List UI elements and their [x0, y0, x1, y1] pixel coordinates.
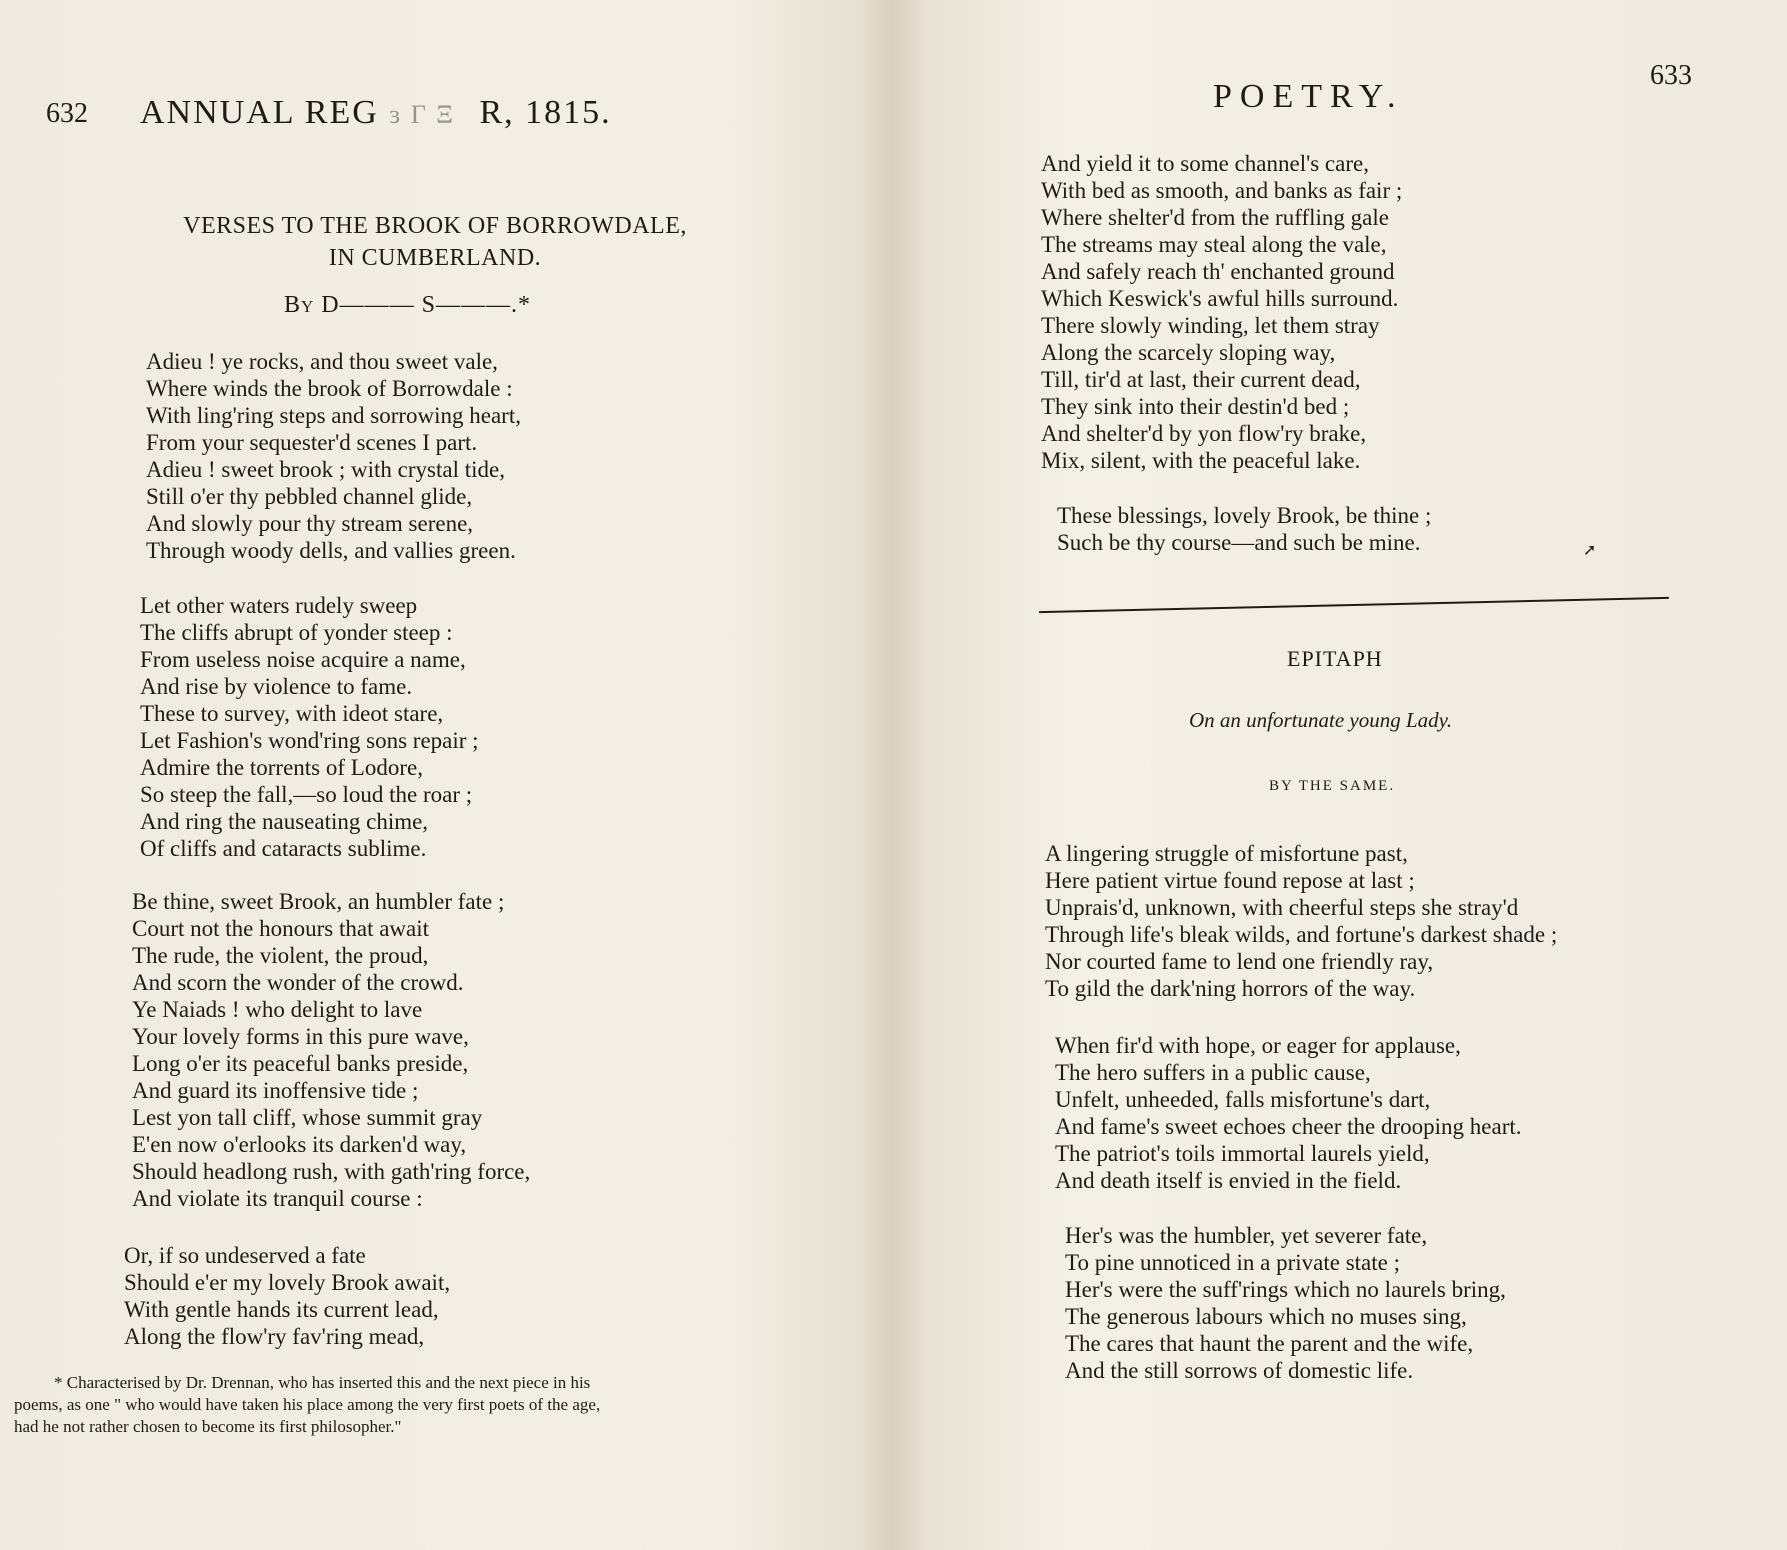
verse-line: And rise by violence to fame.: [140, 674, 413, 699]
section-rule: [1039, 597, 1669, 613]
verse-line: Along the scarcely sloping way,: [1041, 340, 1336, 365]
running-head-faded: ɜ Γ Ξ: [389, 100, 455, 129]
verse-line: With gentle hands its current lead,: [124, 1297, 439, 1322]
verse-line: From useless noise acquire a name,: [140, 647, 466, 672]
verse-line: Her's was the humbler, yet severer fate,: [1065, 1223, 1428, 1248]
footnote-line: * Characterised by Dr. Drennan, who has inserted this and the next piece in his: [54, 1373, 591, 1392]
right-page: [895, 0, 1787, 1550]
verse-line: And shelter'd by yon flow'ry brake,: [1041, 421, 1367, 446]
verse-line: Where shelter'd from the ruffling gale: [1041, 205, 1389, 230]
left-page-number: 632: [46, 98, 88, 129]
verse-line: Adieu ! ye rocks, and thou sweet vale,: [146, 349, 498, 374]
verse-line: Let Fashion's wond'ring sons repair ;: [140, 728, 479, 753]
right-running-head: POETRY.: [1213, 78, 1404, 115]
verse-line: The streams may steal along the vale,: [1041, 232, 1387, 257]
verse-line: Through life's bleak wilds, and fortune's darkest shade ;: [1045, 922, 1558, 947]
verse-line: The cares that haunt the parent and the wife,: [1065, 1331, 1474, 1356]
verse-line: Still o'er thy pebbled channel glide,: [146, 484, 473, 509]
verse-line: Admire the torrents of Lodore,: [140, 755, 423, 780]
verse-line: Adieu ! sweet brook ; with crystal tide,: [146, 457, 505, 482]
verse-line: The generous labours which no muses sing,: [1065, 1304, 1467, 1329]
verse-line: And scorn the wonder of the crowd.: [132, 970, 464, 995]
verse-line: Ye Naiads ! who delight to lave: [132, 997, 423, 1022]
verse-line: Along the flow'ry fav'ring mead,: [124, 1324, 425, 1349]
verse-line: Let other waters rudely sweep: [140, 593, 418, 618]
verse-line: And ring the nauseating chime,: [140, 809, 429, 834]
poem-title: [130, 210, 740, 274]
epitaph-stanza-1: [1045, 840, 1557, 1002]
footnote-line: poems, as one " who would have taken his place among the very first poets of the age,: [14, 1395, 601, 1414]
verse-line: The patriot's toils immortal laurels yield,: [1055, 1141, 1430, 1166]
verse-line: And slowly pour thy stream serene,: [146, 511, 474, 536]
verse-line: The cliffs abrupt of yonder steep :: [140, 620, 453, 645]
verse-line: Here patient virtue found repose at last ;: [1045, 868, 1415, 893]
verse-line: With bed as smooth, and banks as fair ;: [1041, 178, 1403, 203]
verse-line: And death itself is envied in the field.: [1055, 1168, 1402, 1193]
verse-line: And violate its tranquil course :: [132, 1186, 423, 1211]
footnote: [14, 1372, 600, 1438]
right-page-number: 633: [1650, 60, 1692, 91]
verse-line: And guard its inoffensive tide ;: [132, 1078, 419, 1103]
left-page: [0, 0, 880, 1550]
stanza-2: [140, 592, 479, 862]
epitaph-stanza-3: [1065, 1222, 1506, 1384]
verse-line: With ling'ring steps and sorrowing heart,: [146, 403, 521, 428]
verse-line: Be thine, sweet Brook, an humbler fate ;: [132, 889, 505, 914]
verse-line: Till, tir'd at last, their current dead,: [1041, 367, 1361, 392]
verse-line: Unprais'd, unknown, with cheerful steps she stray'd: [1045, 895, 1519, 920]
verse-line: Long o'er its peaceful banks preside,: [132, 1051, 469, 1076]
verse-line: Should e'er my lovely Brook await,: [124, 1270, 451, 1295]
epitaph-title: EPITAPH: [1287, 646, 1383, 671]
verse-line: Should headlong rush, with gath'ring force,: [132, 1159, 531, 1184]
verse-line: E'en now o'erlooks its darken'd way,: [132, 1132, 467, 1157]
verse-line: They sink into their destin'd bed ;: [1041, 394, 1350, 419]
verse-line: From your sequester'd scenes I part.: [146, 430, 478, 455]
verse-line: Unfelt, unheeded, falls misfortune's dart,: [1055, 1087, 1431, 1112]
verse-line: And the still sorrows of domestic life.: [1065, 1358, 1414, 1383]
running-head-end: R, 1815.: [479, 94, 612, 131]
verse-line: Your lovely forms in this pure wave,: [132, 1024, 469, 1049]
verse-line: The hero suffers in a public cause,: [1055, 1060, 1371, 1085]
epitaph-subtitle: On an unfortunate young Lady.: [1189, 708, 1453, 732]
verse-line: And fame's sweet echoes cheer the drooping heart.: [1055, 1114, 1522, 1139]
verse-line: Court not the honours that await: [132, 916, 430, 941]
verse-line: These blessings, lovely Brook, be thine ;: [1057, 503, 1432, 528]
stanza-5: [1041, 150, 1402, 474]
left-running-head: [140, 94, 612, 132]
verse-line: And safely reach th' enchanted ground: [1041, 259, 1395, 284]
verse-line: Nor courted fame to lend one friendly ray,: [1045, 949, 1434, 974]
verse-line: Her's were the suff'rings which no laurels bring,: [1065, 1277, 1506, 1302]
verse-line: These to survey, with ideot stare,: [140, 701, 444, 726]
poem-title-line-2: IN CUMBERLAND.: [328, 245, 542, 271]
epitaph-stanza-2: [1055, 1032, 1522, 1194]
running-head-start: ANNUAL REG: [140, 94, 379, 131]
epitaph-byline: BY THE SAME.: [1269, 778, 1396, 794]
verse-line: Lest yon tall cliff, whose summit gray: [132, 1105, 483, 1130]
stanza-6: [1057, 502, 1431, 556]
stanza-1: [146, 348, 521, 564]
stanza-4: [124, 1242, 450, 1350]
verse-line: Through woody dells, and vallies green.: [146, 538, 516, 563]
verse-line: Such be thy course—and such be mine.: [1057, 530, 1421, 555]
verse-line: Or, if so undeserved a fate: [124, 1243, 366, 1268]
poem-byline: By D——— S———.*: [284, 292, 531, 318]
verse-line: There slowly winding, let them stray: [1041, 313, 1380, 338]
stanza-3: [132, 888, 530, 1212]
verse-line: To gild the dark'ning horrors of the way.: [1045, 976, 1416, 1001]
verse-line: Mix, silent, with the peaceful lake.: [1041, 448, 1361, 473]
verse-line: Of cliffs and cataracts sublime.: [140, 836, 427, 861]
verse-line: So steep the fall,—so loud the roar ;: [140, 782, 473, 807]
verse-line: To pine unnoticed in a private state ;: [1065, 1250, 1400, 1275]
footnote-line: had he not rather chosen to become its first philosopher.": [14, 1417, 402, 1436]
verse-line: A lingering struggle of misfortune past,: [1045, 841, 1408, 866]
verse-line: The rude, the violent, the proud,: [132, 943, 429, 968]
verse-line: Where winds the brook of Borrowdale :: [146, 376, 513, 401]
printer-mark-icon: ➚: [1583, 542, 1597, 559]
verse-line: When fir'd with hope, or eager for applause,: [1055, 1033, 1461, 1058]
verse-line: Which Keswick's awful hills surround.: [1041, 286, 1399, 311]
poem-title-line-1: VERSES TO THE BROOK OF BORROWDALE,: [183, 213, 687, 239]
verse-line: And yield it to some channel's care,: [1041, 151, 1369, 176]
